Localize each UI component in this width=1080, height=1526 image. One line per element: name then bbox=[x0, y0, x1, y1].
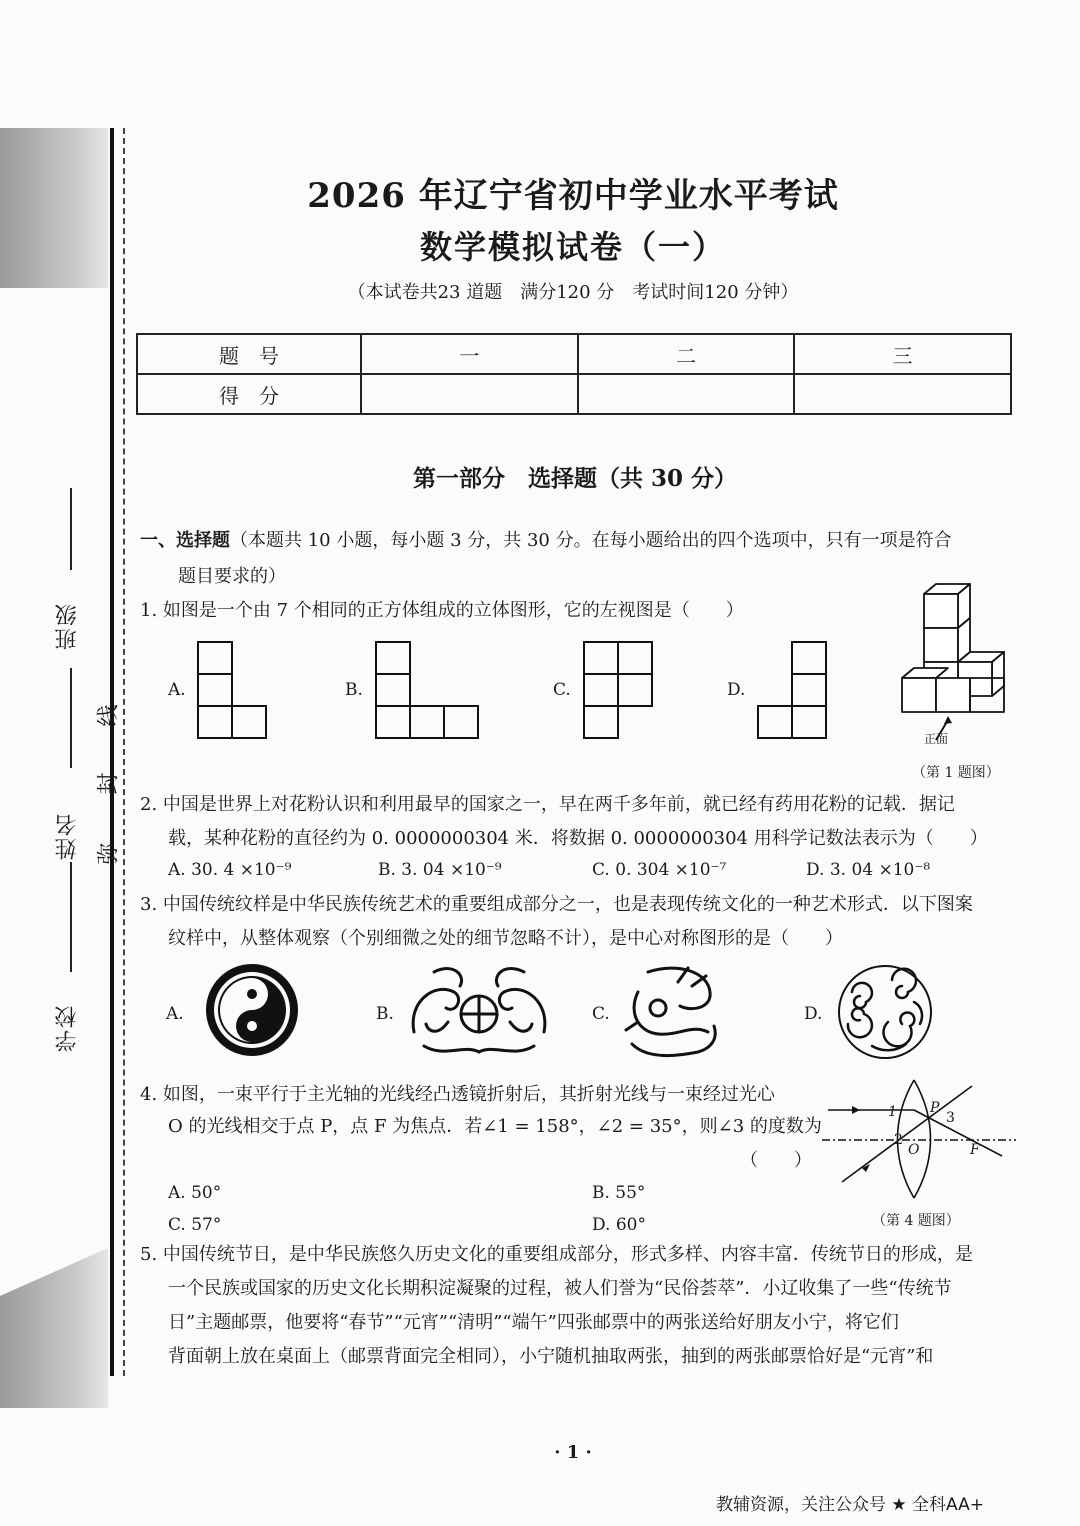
footer-watermark: 教辅资源，关注公众号 ★ 全科AA+ bbox=[715, 1495, 984, 1515]
q3-option-b-label[interactable]: B. bbox=[376, 1004, 394, 1024]
q4-option-a[interactable]: A. 50° bbox=[168, 1183, 222, 1203]
q2-line2: 载，某种花粉的直径约为 0. 0000000304 米．将数据 0. 0000000304 用科学记数法表示为（ ） bbox=[168, 828, 988, 849]
q4-label-1: 1 bbox=[888, 1104, 897, 1120]
q4-label-2: 2 bbox=[894, 1132, 903, 1148]
q1-option-d-figure[interactable] bbox=[756, 640, 830, 740]
q1-cube-figure bbox=[896, 582, 1008, 744]
score-header-2: 二 bbox=[578, 334, 795, 374]
seal-char-mi: 弥 bbox=[96, 842, 122, 865]
score-header-3: 三 bbox=[794, 334, 1011, 374]
q4-label-o: O bbox=[908, 1142, 920, 1158]
q4-option-b[interactable]: B. 55° bbox=[592, 1183, 646, 1203]
q1-option-c-label[interactable]: C. bbox=[553, 680, 571, 700]
q1-option-b-label[interactable]: B. bbox=[345, 680, 363, 700]
q3-option-c-pattern[interactable] bbox=[618, 962, 728, 1062]
seal-char-feng: 封 bbox=[96, 772, 122, 795]
class-blank-line bbox=[70, 488, 72, 570]
exam-title: 2026 年辽宁省初中学业水平考试 bbox=[307, 176, 839, 216]
q2-option-c[interactable]: C. 0. 304 ×10⁻⁷ bbox=[592, 860, 727, 880]
class-label: 班级 bbox=[55, 602, 80, 650]
school-blank-line bbox=[70, 862, 72, 972]
score-cell-2[interactable] bbox=[578, 374, 795, 414]
q3-option-a-pattern[interactable] bbox=[192, 962, 312, 1058]
q3-line1: 3. 中国传统纹样是中华民族传统艺术的重要组成部分之一，也是表现传统文化的一种艺术形式．以下图案 bbox=[140, 894, 973, 915]
q1-option-c-figure[interactable] bbox=[582, 640, 656, 740]
q5-line1: 5. 中国传统节日，是中华民族悠久历史文化的重要组成部分，形式多样、内容丰富．传统节日的形成，是 bbox=[140, 1244, 973, 1265]
q2-option-b[interactable]: B. 3. 04 ×10⁻⁹ bbox=[378, 860, 502, 880]
page-number: · 1 · bbox=[554, 1442, 592, 1463]
q1-option-a-figure[interactable] bbox=[196, 640, 270, 740]
section1-heading-rest: （本题共 10 小题，每小题 3 分，共 30 分。在每小题给出的四个选项中，只有一项是符合 bbox=[230, 530, 952, 551]
q5-line3: 日”主题邮票，他要将“春节”“元宵”“清明”“端午”四张邮票中的两张送给好朋友小宁，将它们 bbox=[168, 1312, 899, 1333]
binding-line-solid bbox=[110, 128, 114, 1376]
school-label: 学校 bbox=[55, 1004, 80, 1052]
q1-text: 1. 如图是一个由 7 个相同的正方体组成的立体图形，它的左视图是（ ） bbox=[140, 600, 744, 621]
score-table bbox=[136, 333, 1012, 415]
q5-line2: 一个民族或国家的历史文化长期积淀凝聚的过程，被人们誉为“民俗荟萃”．小辽收集了一些“传统节 bbox=[168, 1278, 952, 1299]
q3-option-c-label[interactable]: C. bbox=[592, 1004, 610, 1024]
q1-option-a-label[interactable]: A. bbox=[168, 680, 186, 700]
seal-char-xian: 线 bbox=[96, 704, 122, 727]
q3-line2: 纹样中，从整体观察（个别细微之处的细节忽略不计），是中心对称图形的是（ ） bbox=[168, 928, 843, 949]
section1-heading-line2: 题目要求的） bbox=[178, 566, 286, 587]
q4-label-p: P bbox=[930, 1100, 940, 1116]
q1-option-d-label[interactable]: D. bbox=[727, 680, 746, 700]
q4-line2: O 的光线相交于点 P，点 F 为焦点．若∠1 = 158°，∠2 = 35°，则∠3 的度数为 bbox=[168, 1116, 822, 1137]
q2-option-d[interactable]: D. 3. 04 ×10⁻⁸ bbox=[806, 860, 931, 880]
section1-heading bbox=[140, 524, 952, 558]
q4-label-3: 3 bbox=[946, 1110, 955, 1126]
q4-label-f: F bbox=[970, 1142, 980, 1158]
binding-line-dashed bbox=[123, 128, 125, 1376]
exam-info: （本试卷共23 道题 满分120 分 考试时间120 分钟） bbox=[347, 282, 799, 303]
q4-caption: （第 4 题图） bbox=[872, 1213, 960, 1229]
q1-option-b-figure[interactable] bbox=[374, 640, 480, 740]
q2-line1: 2. 中国是世界上对花粉认识和利用最早的国家之一，早在两千多年前，就已经有药用花粉的记载．据记 bbox=[140, 794, 955, 815]
q3-option-b-pattern[interactable] bbox=[404, 962, 554, 1060]
name-label: 姓名 bbox=[55, 812, 80, 860]
section1-heading-bold: 一、选择题 bbox=[140, 530, 230, 551]
q3-option-d-pattern[interactable] bbox=[832, 962, 938, 1062]
q4-option-d[interactable]: D. 60° bbox=[592, 1215, 646, 1235]
name-blank-line bbox=[70, 668, 72, 768]
q3-option-a-label[interactable]: A. bbox=[166, 1004, 184, 1024]
score-row-label: 得 分 bbox=[137, 374, 361, 414]
score-cell-1[interactable] bbox=[361, 374, 578, 414]
q4-bracket: （ ） bbox=[740, 1150, 812, 1171]
q1-front-label: 正面 bbox=[924, 732, 949, 746]
part1-title: 第一部分 选择题（共 30 分） bbox=[412, 465, 738, 492]
q1-caption: （第 1 题图） bbox=[912, 765, 1000, 781]
q4-line1: 4. 如图，一束平行于主光轴的光线经凸透镜折射后，其折射光线与一束经过光心 bbox=[140, 1084, 775, 1105]
score-header-label: 题 号 bbox=[137, 334, 361, 374]
exam-subject-title: 数学模拟试卷（一） bbox=[419, 228, 726, 266]
scan-shadow-bottom bbox=[0, 1248, 108, 1408]
score-cell-3[interactable] bbox=[794, 374, 1011, 414]
q2-option-a[interactable]: A. 30. 4 ×10⁻⁹ bbox=[168, 860, 292, 880]
q4-lens-figure bbox=[822, 1078, 1018, 1200]
score-header-1: 一 bbox=[361, 334, 578, 374]
q4-option-c[interactable]: C. 57° bbox=[168, 1215, 222, 1235]
q3-option-d-label[interactable]: D. bbox=[804, 1004, 823, 1024]
q5-line4: 背面朝上放在桌面上（邮票背面完全相同），小宁随机抽取两张，抽到的两张邮票恰好是“元宵”和 bbox=[168, 1346, 934, 1367]
